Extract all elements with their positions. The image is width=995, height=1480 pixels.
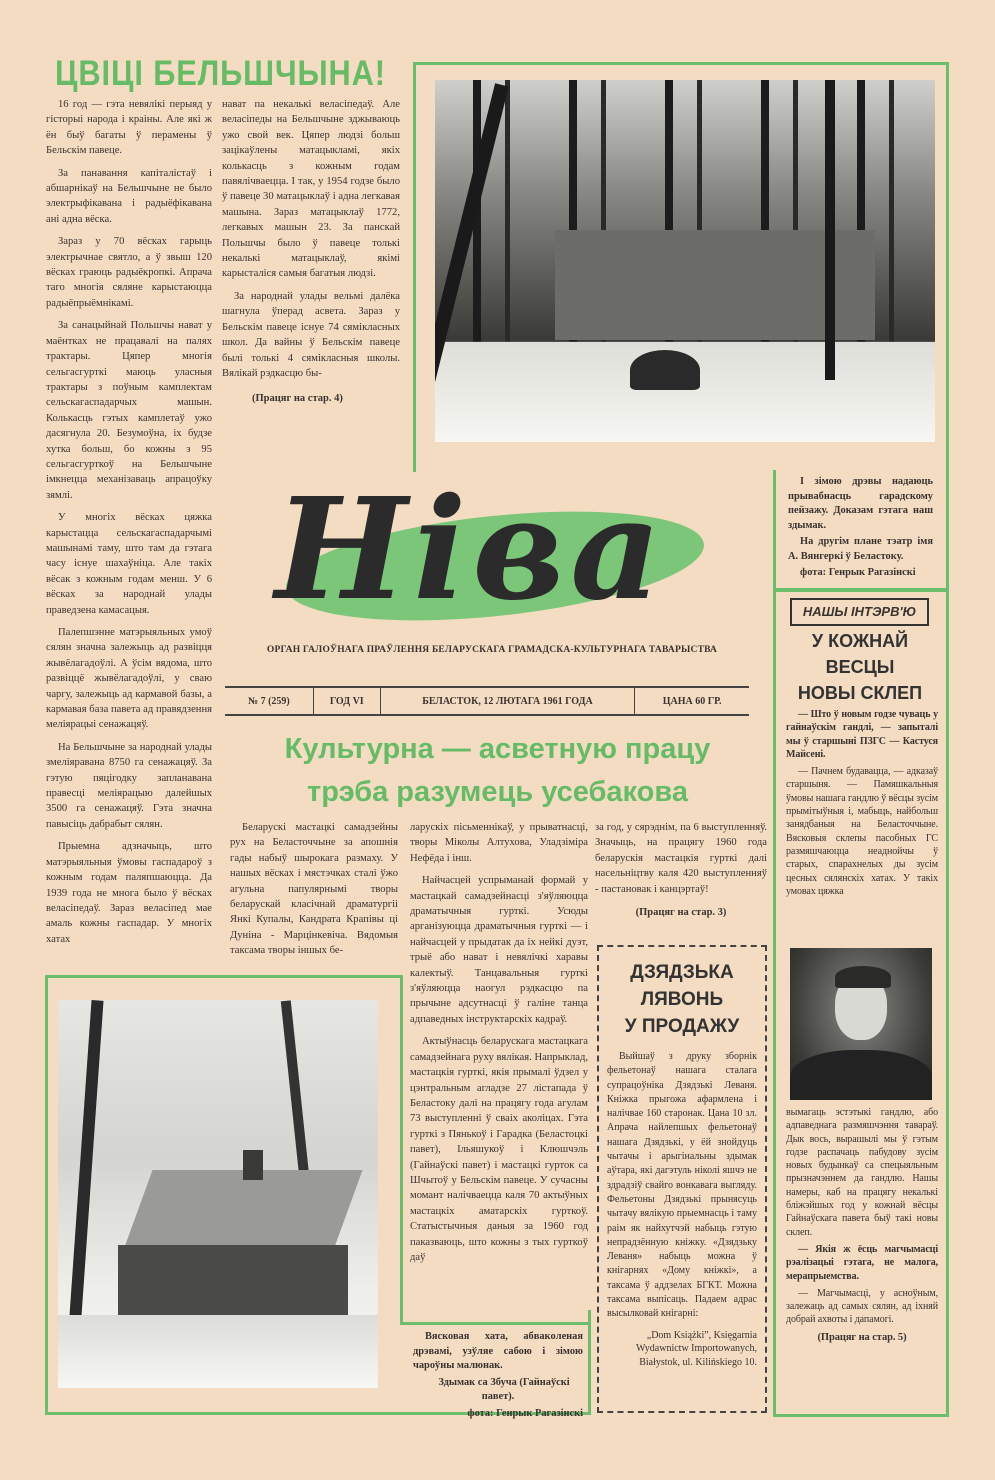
lead-headline: ЦВІЦІ БЕЛЬШЧЫНА! [55,54,386,93]
house-wall [118,1245,348,1315]
culture-col-b [410,820,588,1272]
bottom-photo-caption [413,1330,583,1423]
caption-text: І зімою дрэвы надаюць прывабнасць гарадскому пейзажу. Доказам гэтага наш здымак. [788,476,933,531]
issue-number: № 7 (259) [225,688,314,714]
frame-divider [775,588,949,592]
interview-bottom-line [773,1414,949,1417]
interview-body-top [786,708,938,902]
paragraph: Актыўнасць беларускага мастацкага самадзейнага руху вялікая. Напрыклад, мастацкія гурткі, якія прымалі ўдзел у цэнтральным агладзе 27 лістапада ў Беластоку далі на працягу года агулам 73 выступленні ў сваіх аколіцах. Гэта гурткі з Пянькоў і Гарадка (Беластоцкі павет), Ільяшукоў і Клюшчэль (Гайнаўскі павет) і мастацкі гурток са Шчытоў у Бельскім павеце. У сучасны момант налічваецца каля 70 актыўных мастацкіх аматарскіх гурткоў. Статыстычныя даныя за 1960 год паказваюць, што кожны з тых гурткоў даў [410,1036,588,1263]
interview-title-line1: У КОЖНАЙ [811,631,909,651]
interview-question: — Што ў новым годзе чуваць у гайнаўскім гандлі, — запыталі мы ў старшыні ПЗГС — Кастуся Майсені. [786,709,938,760]
lead-article-col2 [222,97,400,407]
logo-text: Ніва [275,468,668,632]
logo [265,468,725,638]
paragraph: Зараз у 70 вёсках гарыць электрычнае святло, а ў звыш 120 вёсках граюць радыёкропкі. Апрача таго многія сяляне карыстаюцца радыёпрыёмнікамі. [46,236,212,309]
small-fir [630,350,700,390]
paragraph: На Бельшчыне за народнай улады змеліяравана 8750 га сенажацяў. За гэтую пяцігодку запланавана правесці меліярацыю далейшых 3500 га сенажацяў. Гэта значна павысіць дабрабыт сялян. [46,741,212,830]
frame-left-line [413,62,416,472]
masthead-info-bar [225,686,749,716]
interview-title-line2: ВЕСЦЫ [825,657,895,677]
book-notice-box [597,945,767,1413]
photo-credit: фота: Генрык Рагазінскі [467,1407,583,1419]
paragraph: нават па некалькі веласіпедаў. Але веласіпеды на Бельшчыне зджываюць ужо свой век. Цяпер людзі больш зацікаўлены матацыкламі, якіх колькасць з кожным годам павялічваецца. І так, у 1954 годзе было ў павеце 30 матацыклаў і адна легкавая машына. Зараз матацыклаў 1772, легкавых машын 23. За панскай Польшчы было ў павеце толькі некалькі матацыклаў, якімі карысталіся самыя багатыя людзі. [222,99,400,280]
culture-headline-line1: Культурна — асветную працу [284,733,711,765]
masthead-subtitle: ОРГАН ГАЛОЎНАГА ПРАЎЛЕННЯ БЕЛАРУСКАГА ГРАМАДСКА-КУЛЬТУРНАГА ТАВАРЫСТВА [266,645,718,655]
portrait-photo [790,948,932,1100]
house-roof [123,1170,362,1250]
continued-note: (Працяг на стар. 3) [635,907,727,919]
frame-top-line [413,62,949,65]
culture-col-c [595,820,767,920]
continued-note: (Працяг на стар. 4) [252,393,343,405]
paragraph: У многіх вёсках цяжка карыстацца сельскагаспадарчымі машынамі таму, што там да гэтага часу існуе шахаўніца. Але такіх вёсак з кожным годам менш. У 6 вёсках за народнай улады праведзена камасацыя. [46,512,212,616]
interview-body-bottom [786,1106,938,1344]
interview-title-line3: НОВЫ СКЛЕП [797,683,923,703]
paragraph: Беларускі мастацкі самадзейны рух на Беласточчыне за апошнія гады набыў шырокага размаху. У нашых вёсках і мястэчках сталі ўжо агульна папулярнымі творы беларускай класічнай драматургіі Янкі Купалы, Кандрата Крапівы ці Дуніна - Марцінкевіча. Вядомыя таксама творы іншых бе- [230,822,398,957]
caption-text: На другім плане тэатр імя А. Вянгеркі ў Беластоку. [788,536,933,562]
interview-question: — Якія ж ёсць магчымасці рэалізацыі гэтага, не малога, мерапрыемства. [786,1243,938,1282]
interview-answer: вымагаць эстэтыкі гандлю, або адпаведнага размяшчэння тавараў. Дык вось, вырашылі мы ў гэтым годзе распачаць пабудову зусім новых будынкаў са спецыяльным прызначэннем да гандлю. Нашы намеры, каб на працягу некалькі бліжэйшых год у кожнай вёсцы Гайнаўскага павета быў такі новы склеп. [786,1107,938,1238]
snow [58,1315,378,1388]
caption-box-top [400,1322,590,1325]
interview-label: НАШЫ ІНТЭРВ'Ю [790,598,929,626]
place-date: БЕЛАСТОК, 12 ЛЮТАГА 1961 ГОДА [381,688,636,714]
book-title-line1: ДЗЯДЗЬКА [630,962,734,983]
hair [835,966,891,988]
photo-box-left [45,975,48,1415]
caption-location: Здымак са Збуча (Гайнаўскі павет). [438,1376,570,1402]
winter-trees-photo [435,80,935,442]
interview-answer: — Магчымасці, у асноўным, залежаць ад самых сялян, ад іхняй добрай ахвоты і дапамогі. [786,1287,938,1326]
frame-right-line [946,62,949,1417]
jacket [790,1050,932,1100]
photo-box-top [45,975,403,978]
paragraph: 16 год — гэта невялікі перыяд у гісторыі народа і краіны. Але які ж ён быў багаты ў перамены ў Бельскім павеце. [46,99,212,157]
village-house-photo [58,1000,378,1388]
book-body: Выйшаў з друку зборнік фельетонаў нашага сталага супрацоўніка Дзядзькі Леваня. Кніжка прыгожа афармлена і налічвае 160 старонак. Цана 10 зл. Апрача найлепшых фельетонаў нашага Дзядзькі, у ёй знойдуць чытачы і арыгінальны здымак аўтара, які дагэтуль ніколі яшчэ не здрадзіў свайго вонкавага выгляду. Фельетоны Дзядзькі прынясуць чытачу вялікую прыемнасць і таму раім як найхутчэй набыць гэтую непрадзённую кніжку. «Дзядзьку Леваня» набыць можна ў кнігарнях «Дому кніжкі», а таксама ў аддзелах БГКТ. Можна таксама выпісаць. Падаем адрас высылковай кнігарні: [607,1051,757,1320]
culture-headline-line2: трэба разумець усебакова [307,776,688,808]
book-title-line3: У ПРОДАЖУ [624,1016,740,1037]
caption-box-right [588,1310,591,1415]
photo-box-right [400,975,403,1325]
paragraph: Палепшэнне матэрыяльных умоў сялян значна залежыць ад развіцця жывёлагадоўлі. А ўсім вядома, што развіццё жывёлагадоўлі, у сваю чаргу, залежыць ад кармавой базы, а кармавая база павета ад правядзення меліярацыі сенажацяў. [46,627,212,731]
continued-note: (Працяг на стар. 5) [817,1331,907,1343]
paragraph: Найчасцей успрыманай формай у мастацкай самадзейнасці з'яўляюцца драматычныя гурткі. Усюды арганізуюцца драматычныя гурткі — і найчасцей у прыдатак да іх нейкі дуэт, трыё або нават і невялічкі харавы калектыў. Танцавальныя гурткі з'яўляюцца наогул рэдкасцю па прычыне адсутнасці ў галіне танца адпаведных інструктарскіх кадраў. [410,875,588,1025]
book-address: „Dom Książki”, Księgarnia Wydawnictw Importowanych, Białystok, ul. Kilińskiego 10. [635,1329,757,1368]
culture-col-a [230,820,398,966]
photo-credit: фота: Генрык Рагазінскі [800,567,916,578]
paragraph: Прыемна адзначыць, што матэрыяльныя ўмовы гаспадароў з кожным годам паляпшаюцца. Да 1939 года не многа было ў вёсках веласіпедаў. Зараз веласіпед мае амаль кожны гаспадар. У многіх хатах [46,841,212,945]
paragraph: За народнай улады вельмі далёка шагнула ўперад асвета. Зараз у Бельскім павеце існуе 74 сямікласных школ. Да вайны ў Бельскім павеце былі толькі 4 сямікласныя школы. Вялікай рэдкасцю бы- [222,290,400,379]
chimney [243,1150,263,1180]
year-number: ГОД VI [314,688,381,714]
paragraph: за год, у сярэднім, па 6 выступленняў. Значыць, на працягу 1960 года беларускія мастацкія гурткі далі насельніцтву каля 420 выступленняў - пастановак і канцэртаў! [595,822,767,895]
tree-trunk [825,80,835,380]
lead-article-col1 [46,97,212,954]
interview-left-line [773,470,776,1417]
book-title-line2: ЛЯВОНЬ [640,989,724,1010]
paragraph: За панавання капіталістаў і абшарнікаў на Бельшчыне не было электрыфікавана і радыёфікавана ані адна вёска. [46,167,212,225]
paragraph: ларускіх пісьменнікаў, у прыватнасці, творы Міколы Алтухова, Уладзіміра Нефёда і інш. [410,822,588,864]
price: ЦАНА 60 ГР. [662,695,722,707]
caption-text: Вясковая хата, абвакoленая дрэвамі, узўляе сабою і зімою чароўны малюнак. [413,1331,583,1371]
interview-answer: — Пачнем будавацца, — адказаў старшыня. — Памяшкальныя ўмовы нашага гандлю ў вёсцы зусім прымітыўныя і, мабыць, найбольш занядбаныя на Беласточчыне. Вясковыя склепы пасобных ГС размяшчаюцца неаднойчы ў старых, спарахнелых ды зусім цесных сялянскіх хатах. У такіх умовах цяжка [786,766,938,897]
top-photo-caption [788,475,933,583]
paragraph: За санацыйнай Польшчы нават у маёнтках не працавалі на палях трактары. Цяпер многія сельгасгурткі маюць уласныя трактары з поўным камплектам сельскагаспадарчых машын. Колькасць гэтых камплетаў ужо дасягнула 20. Безумоўна, іх будзе хутка больш, бо кожны з 95 сельгасгурткоў на Бельшчыне імкнецца механізаваць апрацоўку зямлі. [46,320,212,501]
